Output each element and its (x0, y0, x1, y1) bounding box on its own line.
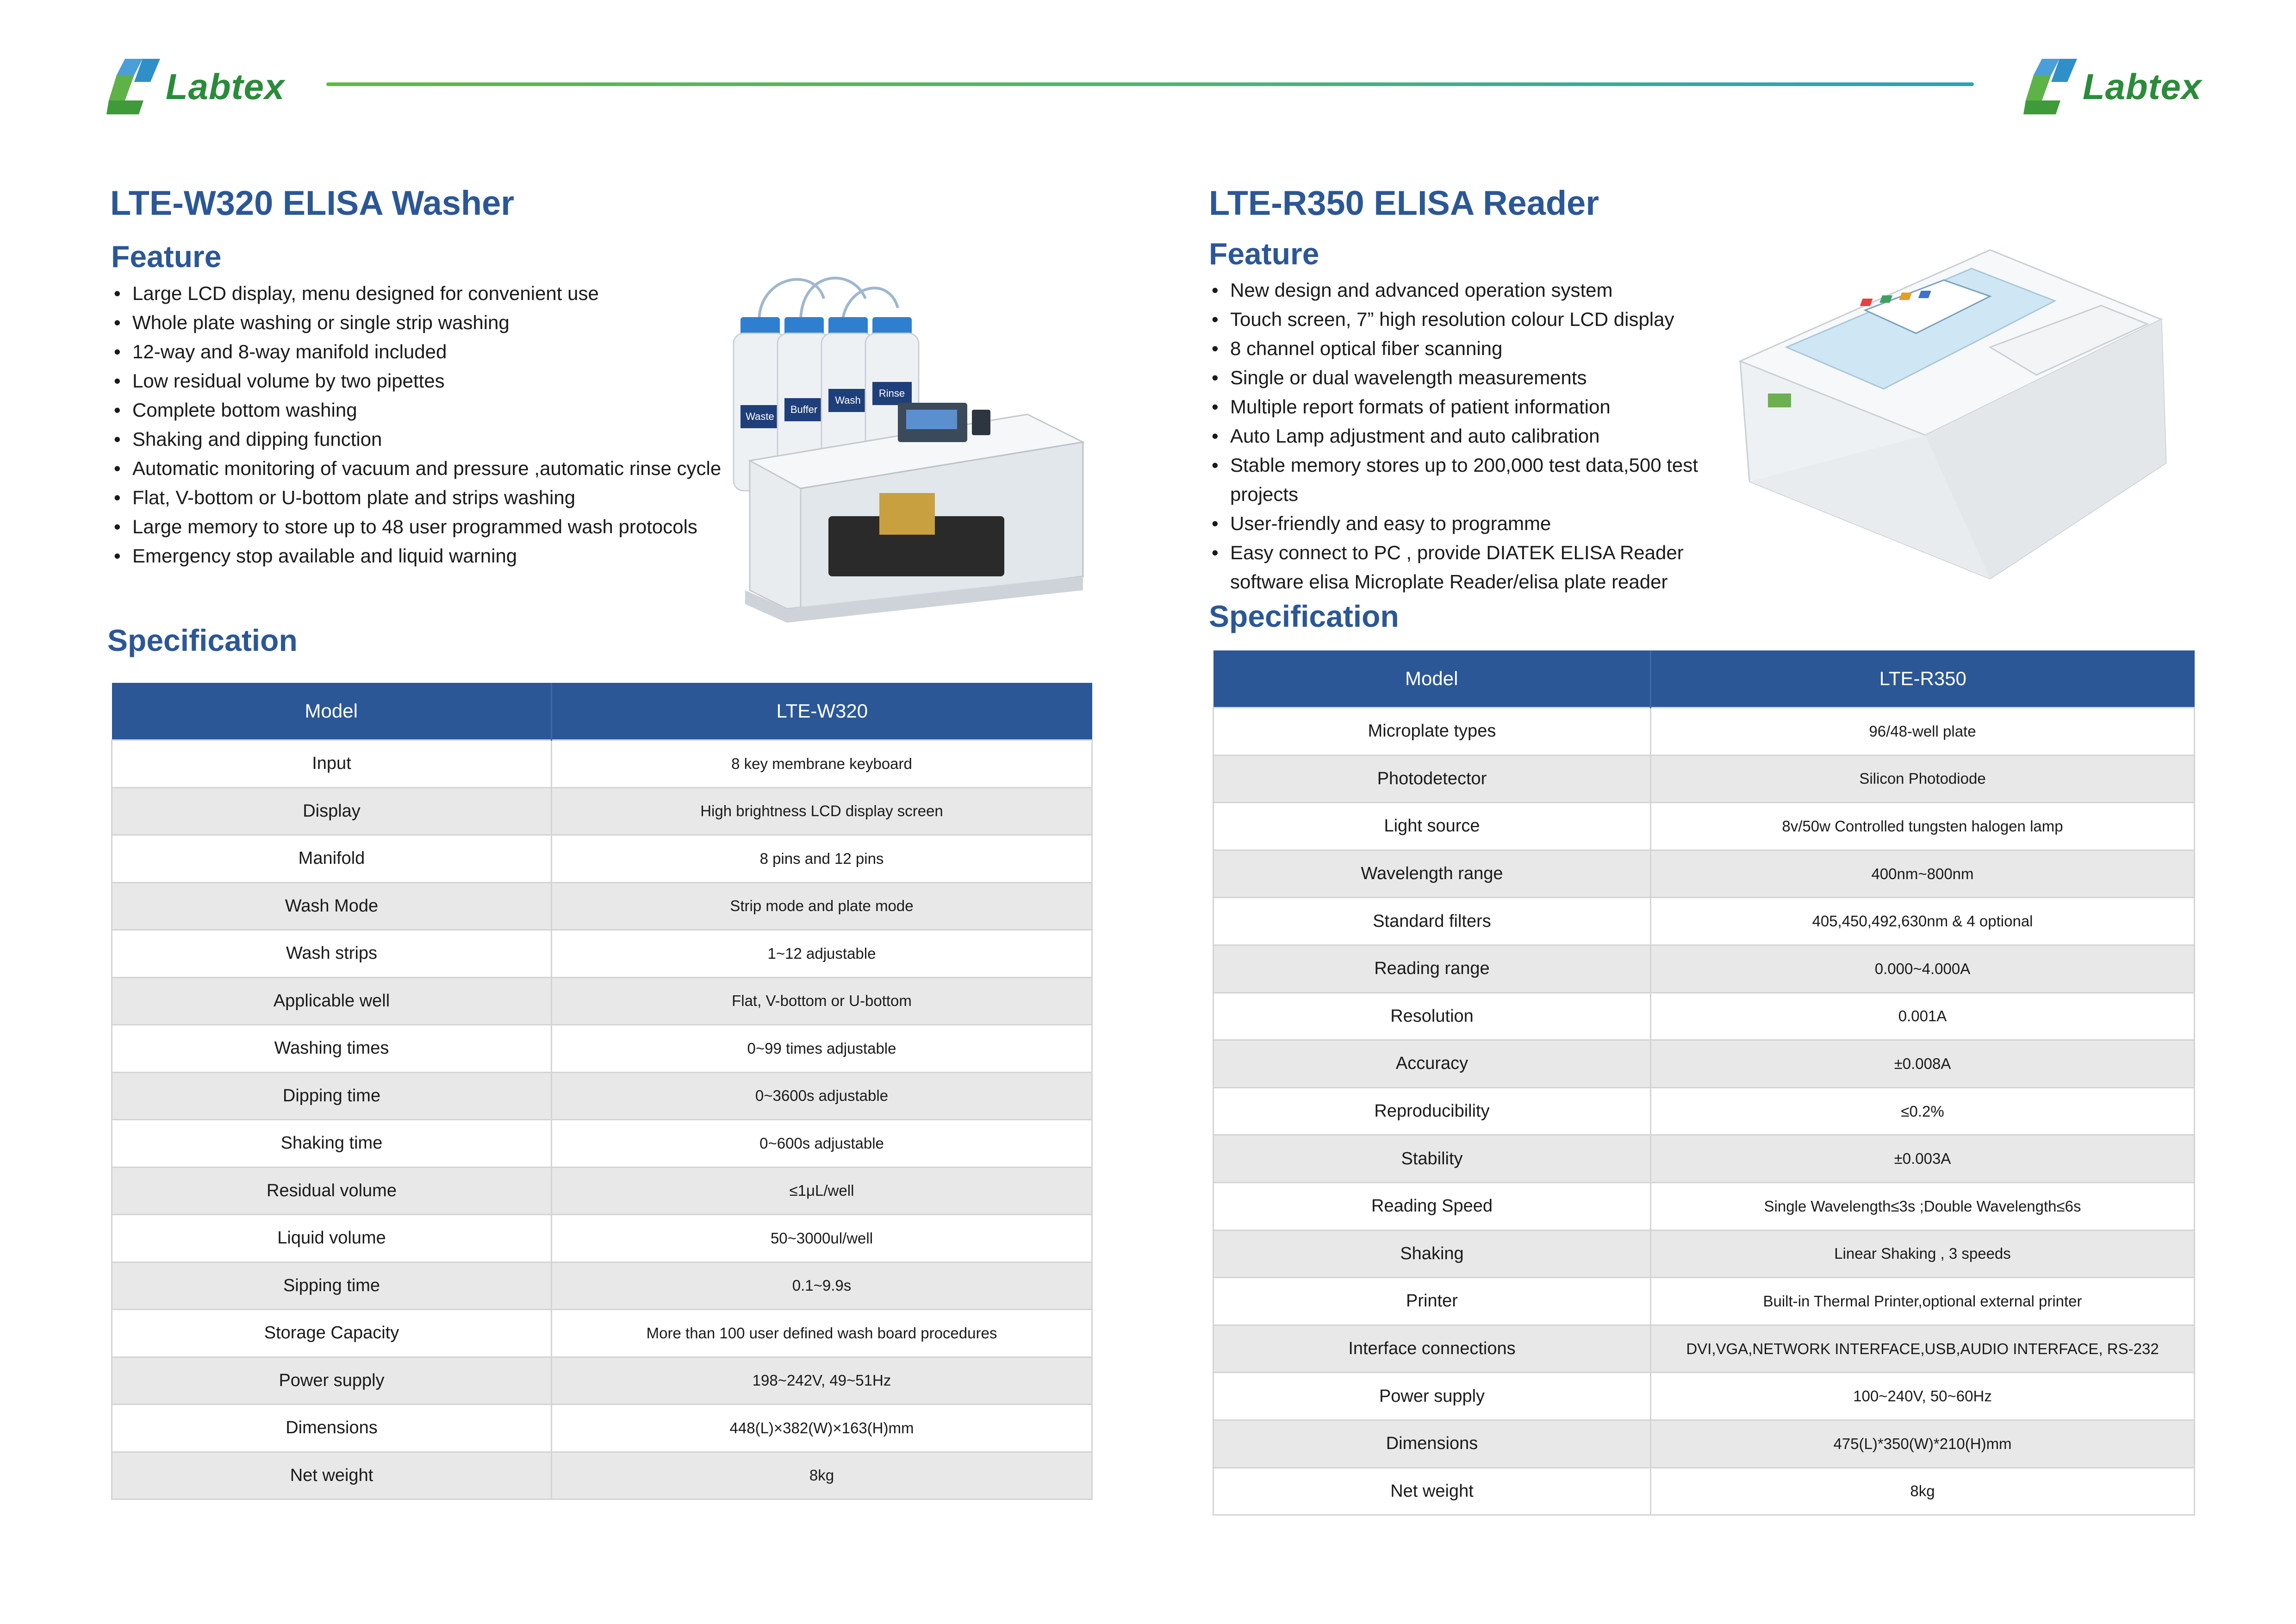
spec-key: Dimensions (112, 1405, 552, 1452)
feature-item: • Low residual volume by two pipettes (111, 366, 731, 395)
spec-value: 8kg (1651, 1468, 2195, 1515)
spec-value: 96/48-well plate (1651, 708, 2195, 756)
spec-value: Linear Shaking , 3 speeds (1651, 1230, 2195, 1278)
spec-key: Shaking (1213, 1230, 1651, 1278)
spec-value: 0~600s adjustable (552, 1120, 1092, 1168)
spec-value: 50~3000ul/well (552, 1215, 1092, 1262)
spec-value: DVI,VGA,NETWORK INTERFACE,USB,AUDIO INTERFACE, RS-232 (1651, 1325, 2195, 1373)
header-divider (326, 82, 1974, 86)
spec-key: Washing times (112, 1025, 552, 1073)
feature-item: • Single or dual wavelength measurements (1209, 363, 1718, 392)
feature-item: • Touch screen, 7” high resolution colour LCD display (1209, 305, 1718, 334)
feature-item: • Automatic monitoring of vacuum and pressure ,automatic rinse cycle (111, 454, 731, 483)
spec-value: 100~240V, 50~60Hz (1651, 1373, 2195, 1420)
table-row (1213, 1278, 2195, 1325)
table-header-value: LTE-W320 (552, 683, 1092, 740)
spec-key: Liquid volume (112, 1215, 552, 1262)
spec-key: Storage Capacity (112, 1310, 552, 1357)
feature-item: • Flat, V-bottom or U-bottom plate and strips washing (111, 483, 731, 512)
spec-value: Built-in Thermal Printer,optional external printer (1651, 1278, 2195, 1325)
feature-item: • Complete bottom washing (111, 395, 731, 425)
spec-value: Flat, V-bottom or U-bottom (552, 977, 1092, 1025)
table-row (1213, 755, 2195, 803)
bottle-label-buffer: Buffer (790, 404, 818, 415)
washer-product-photo (731, 257, 1092, 627)
table-header-row (1213, 650, 2195, 708)
table-row (112, 1072, 1092, 1120)
bottle-label-wash: Wash (835, 394, 861, 406)
feature-item: • Stable memory stores up to 200,000 test data,500 test projects (1209, 450, 1718, 509)
brand-logo-right (2023, 52, 2202, 121)
feature-item: • User-friendly and easy to programme (1209, 509, 1718, 538)
spec-value: 0.1~9.9s (552, 1262, 1092, 1310)
spec-value: 8v/50w Controlled tungsten halogen lamp (1651, 803, 2195, 850)
spec-key: Sipping time (112, 1262, 552, 1310)
table-row (1213, 1182, 2195, 1230)
table-row (1213, 708, 2195, 756)
reader-feature-list (1209, 275, 1718, 596)
spec-value: 8 key membrane keyboard (552, 740, 1092, 788)
table-row (1213, 993, 2195, 1040)
feature-item: • Large LCD display, menu designed for convenient use (111, 279, 731, 308)
table-row (112, 930, 1092, 978)
spec-key: Resolution (1213, 993, 1651, 1040)
spec-key: Standard filters (1213, 898, 1651, 945)
spec-value: 198~242V, 49~51Hz (552, 1357, 1092, 1405)
spec-key: Residual volume (112, 1167, 552, 1215)
table-row (112, 787, 1092, 835)
spec-value: High brightness LCD display screen (552, 787, 1092, 835)
spec-value: Strip mode and plate mode (552, 882, 1092, 930)
table-row (1213, 1230, 2195, 1278)
spec-value: 1~12 adjustable (552, 930, 1092, 978)
spec-value: 0~99 times adjustable (552, 1025, 1092, 1073)
washer-feature-heading: Feature (111, 239, 222, 274)
table-row (112, 1452, 1092, 1499)
spec-key: Interface connections (1213, 1325, 1651, 1373)
table-row (112, 1215, 1092, 1262)
brand-name: Labtex (2083, 66, 2202, 107)
reader-spec-table (1213, 650, 2195, 1516)
table-row (112, 1025, 1092, 1073)
spec-key: Shaking time (112, 1120, 552, 1168)
table-row (1213, 1468, 2195, 1515)
spec-value: 0~3600s adjustable (552, 1072, 1092, 1120)
table-row (1213, 1373, 2195, 1420)
table-row (112, 1310, 1092, 1357)
spec-key: Dipping time (112, 1072, 552, 1120)
feature-item: • Whole plate washing or single strip washing (111, 308, 731, 337)
spec-key: Microplate types (1213, 708, 1651, 756)
table-row (1213, 945, 2195, 993)
spec-key: Photodetector (1213, 755, 1651, 803)
table-row (1213, 1040, 2195, 1088)
table-header-row (112, 683, 1092, 740)
feature-item: • 12-way and 8-way manifold included (111, 337, 731, 366)
spec-key: Display (112, 787, 552, 835)
spec-key: Dimensions (1213, 1420, 1651, 1468)
spec-value: 448(L)×382(W)×163(H)mm (552, 1405, 1092, 1452)
feature-item: • Easy connect to PC , provide DIATEK ELISA Reader software elisa Microplate Reader/elisa plate reader (1209, 538, 1718, 596)
bottle-label-waste: Waste (746, 411, 774, 422)
spec-key: Applicable well (112, 977, 552, 1025)
bottle-label-rinse: Rinse (878, 387, 905, 399)
feature-item: • Emergency stop available and liquid warning (111, 541, 731, 570)
table-row (112, 1262, 1092, 1310)
spec-key: Power supply (1213, 1373, 1651, 1420)
washer-spec-heading: Specification (107, 623, 298, 657)
spec-key: Stability (1213, 1135, 1651, 1183)
table-row (112, 1405, 1092, 1452)
spec-value: ±0.003A (1651, 1135, 2195, 1183)
table-row (112, 740, 1092, 788)
reader-feature-heading: Feature (1209, 237, 1319, 271)
feature-item: • New design and advanced operation system (1209, 275, 1718, 305)
table-header-model: Model (112, 683, 552, 740)
spec-key: Printer (1213, 1278, 1651, 1325)
spec-value: 0.000~4.000A (1651, 945, 2195, 993)
table-row (112, 977, 1092, 1025)
spec-key: Light source (1213, 803, 1651, 850)
spec-key: Net weight (112, 1452, 552, 1499)
table-row (1213, 803, 2195, 850)
feature-item: • Large memory to store up to 48 user programmed wash protocols (111, 512, 731, 541)
spec-key: Accuracy (1213, 1040, 1651, 1088)
spec-value: More than 100 user defined wash board procedures (552, 1310, 1092, 1357)
spec-key: Reproducibility (1213, 1087, 1651, 1135)
table-row (112, 835, 1092, 883)
spec-value: ≤1μL/well (552, 1167, 1092, 1215)
spec-key: Manifold (112, 835, 552, 883)
washer-feature-list (111, 279, 731, 570)
labtex-logo-icon (2023, 56, 2079, 117)
table-row (112, 1357, 1092, 1405)
table-row (1213, 1420, 2195, 1468)
reader-spec-heading: Specification (1209, 599, 1399, 633)
labtex-logo-icon (106, 56, 162, 117)
spec-value: Single Wavelength≤3s ;Double Wavelength≤6s (1651, 1182, 2195, 1230)
reader-product-photo (1731, 241, 2175, 593)
table-row (1213, 1135, 2195, 1183)
spec-key: Net weight (1213, 1468, 1651, 1515)
feature-item: • Multiple report formats of patient information (1209, 392, 1718, 421)
spec-key: Wash strips (112, 930, 552, 978)
table-row (112, 1167, 1092, 1215)
spec-value: Silicon Photodiode (1651, 755, 2195, 803)
washer-spec-table (111, 683, 1093, 1500)
washer-title: LTE-W320 ELISA Washer (110, 184, 515, 222)
brand-name: Labtex (166, 66, 285, 107)
spec-value: 8kg (552, 1452, 1092, 1499)
spec-value: 0.001A (1651, 993, 2195, 1040)
brand-logo-left (106, 52, 285, 121)
table-row (112, 882, 1092, 930)
table-header-model: Model (1213, 650, 1651, 708)
spec-value: ≤0.2% (1651, 1087, 2195, 1135)
spec-key: Input (112, 740, 552, 788)
spec-key: Wash Mode (112, 882, 552, 930)
table-row (1213, 898, 2195, 945)
spec-key: Power supply (112, 1357, 552, 1405)
spec-value: 8 pins and 12 pins (552, 835, 1092, 883)
spec-key: Reading range (1213, 945, 1651, 993)
table-row (1213, 1087, 2195, 1135)
spec-key: Reading Speed (1213, 1182, 1651, 1230)
table-row (1213, 1325, 2195, 1373)
table-header-value: LTE-R350 (1651, 650, 2195, 708)
spec-value: ±0.008A (1651, 1040, 2195, 1088)
spec-value: 475(L)*350(W)*210(H)mm (1651, 1420, 2195, 1468)
reader-title: LTE-R350 ELISA Reader (1209, 184, 1599, 222)
feature-item: • Auto Lamp adjustment and auto calibration (1209, 421, 1718, 450)
spec-value: 405,450,492,630nm & 4 optional (1651, 898, 2195, 945)
table-row (112, 1120, 1092, 1168)
spec-key: Wavelength range (1213, 850, 1651, 898)
feature-item: • 8 channel optical fiber scanning (1209, 334, 1718, 363)
spec-value: 400nm~800nm (1651, 850, 2195, 898)
table-row (1213, 850, 2195, 898)
feature-item: • Shaking and dipping function (111, 425, 731, 454)
